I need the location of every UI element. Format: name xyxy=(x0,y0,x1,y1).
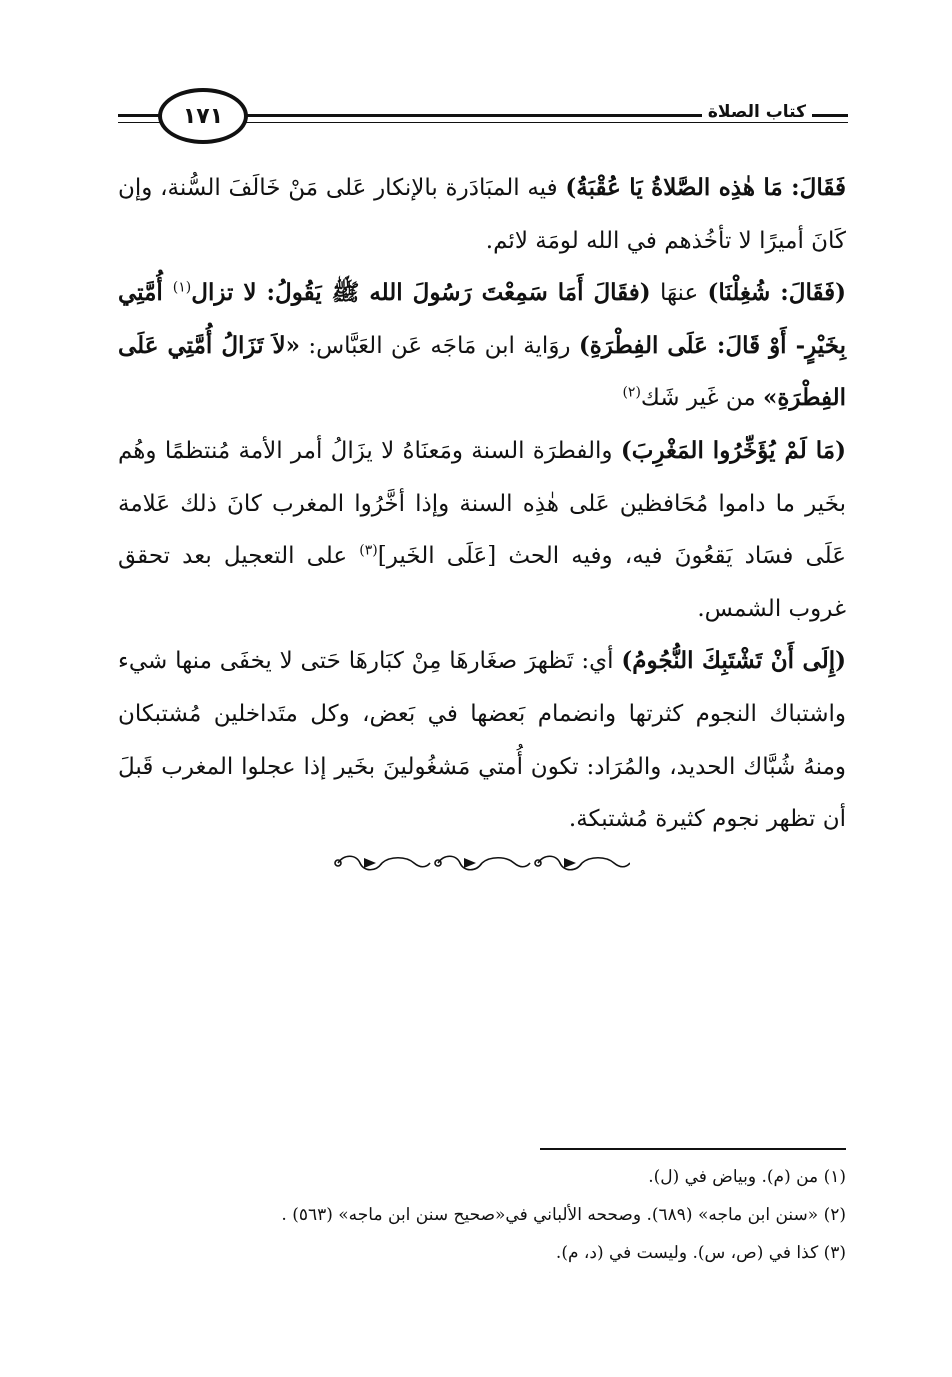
footnote-3 xyxy=(118,1234,846,1272)
footnote-ref-1: (١) xyxy=(172,279,192,296)
footnote-ref-3: (٣) xyxy=(359,542,378,559)
running-title: كتاب الصلاة xyxy=(702,102,812,122)
ornament-divider-icon xyxy=(330,846,630,880)
paragraph-4 xyxy=(118,635,846,845)
footnote-number: (٣) xyxy=(823,1243,846,1263)
footnote-text: من (م). وبياض في (ل). xyxy=(648,1167,819,1187)
ornament-unit-left xyxy=(335,856,430,870)
commentary: أي: تَظهرَ صغَارهَا مِنْ كبَارهَا حَتى لا يخفَى منها شيء واشتباك النجوم كثرتها وانضمام بَعضها في بَعض، وكل متَداخلين مُشتبكان ومنهُ شُبَّاك الحديد، والمُرَاد: تكون أُمتي مَشغُولينَ بخَير إذا عجلوا المغرب قَبلَ أن تظهر نجوم كثيرة مُشتبكة. xyxy=(118,648,846,833)
main-text xyxy=(118,162,846,846)
page-number: ١٧١ xyxy=(158,88,248,144)
quote-bold: «لاَ تَزَالُ أُمَّتِي عَلَى الفِطْرَةِ» xyxy=(118,331,846,412)
quote-bold: (مَا لَمْ يُؤَخِّرُوا المَغْرِبَ) xyxy=(620,436,846,464)
commentary: من غَير شَك xyxy=(640,385,763,412)
page-header xyxy=(118,88,848,154)
ornament-unit-center xyxy=(435,856,530,870)
footnote-number: (٢) xyxy=(823,1205,846,1225)
header-rule-left-thin xyxy=(118,122,162,123)
header-rule-main-thin xyxy=(244,122,848,123)
quote-bold: أُمَّتِي بِخَيْرٍ- أَوْ قَالَ: عَلَى الفِطْرَةِ) xyxy=(118,279,846,359)
quote-bold: (إِلَى أَنْ تَشْتَبِكَ النُّجُومُ) xyxy=(621,647,846,675)
paragraph-3 xyxy=(118,425,846,635)
quote-bold: فَقَالَ: مَا هٰذِه الصَّلاةُ يَا عُقْبَةُ) xyxy=(565,174,846,201)
ornament-unit-right xyxy=(535,856,630,870)
paragraph-2 xyxy=(118,267,846,425)
footnote-separator xyxy=(540,1148,846,1150)
footnote-1 xyxy=(118,1158,846,1196)
quote-bold: (فقَالَ أَمَا سَمِعْتَ رَسُولَ الله ﷺ يَقُولُ: لا تزال xyxy=(191,279,651,307)
quote-bold: (فَقَالَ: شُغِلْنَا) xyxy=(707,279,846,307)
footnote-ref-2: (٢) xyxy=(622,384,641,401)
commentary: عنهَا xyxy=(650,280,708,307)
commentary: على التعجيل بعد تحقق غروب الشمس. xyxy=(118,543,846,622)
footnote-number: (١) xyxy=(823,1167,846,1187)
footnote-text: كذا في (ص، س). وليست في (د، م). xyxy=(555,1243,819,1263)
commentary: فيه المبَادَرة بالإنكار عَلى مَنْ خَالَفَ السُّنة، وإن كَانَ أميرًا لا تأخُذهم في الله لومَة لائم. xyxy=(118,175,846,254)
commentary: والفطرَة السنة ومَعنَاهُ لا يزَالُ أمر الأمة مُنتظمًا وهُم بخَير ما داموا مُحَافظين عَلى هٰذِه السنة وإذا أخَّرُوا المغرب كانَ ذلك عَلامة عَلَى فسَاد يَقعُونَ فيه، وفيه الحث [عَلَى الخَير] xyxy=(118,437,847,570)
commentary: روَاية ابن مَاجَه عَن العَبَّاس: xyxy=(300,332,579,359)
paragraph-1 xyxy=(118,162,846,267)
footnote-2 xyxy=(118,1196,846,1234)
footnote-text: «سنن ابن ماجه» (٦٨٩). وصححه الألباني في«صحيح سنن ابن ماجه» (٥٦٣) . xyxy=(281,1205,819,1225)
footnotes xyxy=(118,1158,846,1272)
header-rule-left xyxy=(118,114,162,117)
